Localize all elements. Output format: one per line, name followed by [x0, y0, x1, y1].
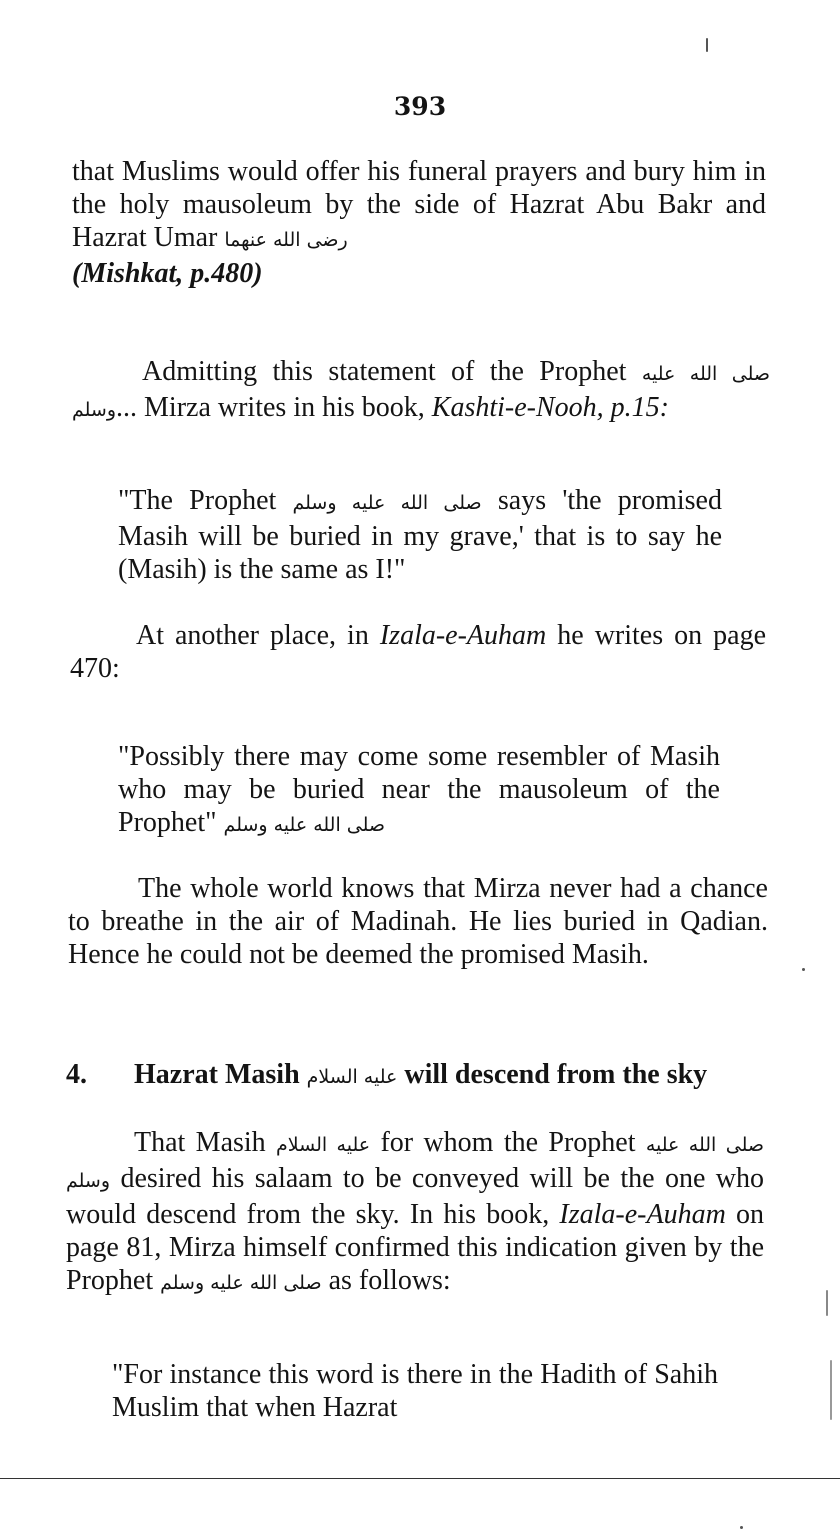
quote-2 [118, 740, 720, 842]
paragraph-5 [66, 1126, 764, 1300]
book-title-kashti: Kashti-e-Nooh, p.15: [431, 392, 669, 423]
scan-speck [826, 1290, 828, 1316]
paragraph-5-text-e: as follows: [328, 1265, 451, 1296]
quote-1 [118, 484, 722, 586]
paragraph-2-text-a: Admitting this statement of the Prophet [142, 356, 627, 387]
quote-1-text-b: says 'the promised Masih will be buried in my grave,' that is to say he (Masih) is the same as I!" [118, 485, 722, 585]
paragraph-5-text-c: desired his salaam to be conveyed will be the one who would descend from the sky. In his book, [66, 1163, 765, 1230]
citation-mishkat: (Mishkat, p.480) [72, 258, 263, 289]
arabic-honorific: رضی الله عنهما [224, 229, 348, 251]
paragraph-2 [72, 355, 770, 427]
arabic-honorific: علیه السلام [306, 1066, 398, 1088]
paragraph-5-text-b: for whom the Prophet [380, 1127, 636, 1158]
paragraph-1 [72, 155, 766, 290]
paragraph-4 [68, 872, 768, 971]
paragraph-4-text: The whole world knows that Mirza never had a chance to breathe in the air of Madinah. He lies buried in Qadian. Hence he could not be deemed the promised Masih. [68, 873, 768, 970]
book-title-izala: Izala-e-Auham [559, 1199, 726, 1230]
book-title-izala: Izala-e-Auham [379, 620, 547, 651]
paragraph-3-text-a: At another place, in [136, 620, 369, 651]
scan-speck [802, 968, 805, 971]
arabic-honorific: صلی الله علیه وسلم [223, 814, 386, 836]
heading-text-a: Hazrat Masih [134, 1059, 300, 1090]
arabic-honorific: صلی الله علیه وسلم [160, 1272, 322, 1294]
bottom-rule [0, 1478, 840, 1479]
arabic-honorific: صلی الله علیه وسلم [292, 492, 482, 514]
arabic-honorific: علیه السلام [276, 1134, 371, 1156]
quote-3 [112, 1358, 718, 1424]
heading-text-b: will descend from the sky [404, 1059, 708, 1090]
arabic-honorific: صلی الله علیه وسلم [66, 1134, 764, 1192]
quote-1-text-a: "The Prophet [118, 485, 277, 516]
paragraph-3 [70, 619, 766, 685]
scan-speck [740, 1526, 743, 1529]
paragraph-5-text-d: on page 81, Mirza himself confirmed this indication given by the Prophet [66, 1199, 764, 1296]
paragraph-2-text-b: ... Mirza writes in his book, [116, 392, 425, 423]
section-number: 4. [66, 1059, 87, 1090]
arabic-honorific: صلی الله علیه وسلم [72, 363, 771, 421]
quote-2-text: "Possibly there may come some resembler of Masih who may be buried near the mausoleum of the Prophet" [118, 741, 720, 838]
paragraph-1-text: that Muslims would offer his funeral prayers and bury him in the holy mausoleum by the side of Hazrat Abu Bakr and Hazrat Umar [72, 156, 766, 253]
paragraph-5-text-a: That Masih [134, 1127, 266, 1158]
paragraph-3-text-b: he writes on page 470: [70, 620, 766, 684]
scan-speck [830, 1360, 832, 1420]
scan-speck [706, 38, 708, 52]
quote-3-text: "For instance this word is there in the Hadith of Sahih Muslim that when Hazrat [112, 1359, 718, 1423]
page-number: 393 [393, 92, 447, 121]
